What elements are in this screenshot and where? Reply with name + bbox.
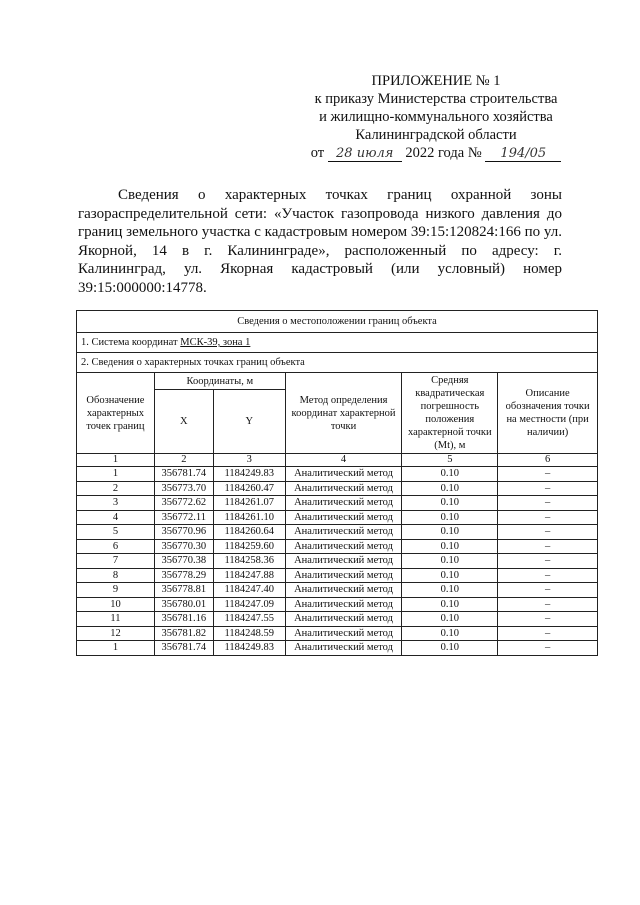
column-number-cell: 2 xyxy=(154,454,213,467)
point-cell: 2 xyxy=(77,481,155,496)
y-cell: 1184261.07 xyxy=(213,496,285,511)
method-cell: Аналитический метод xyxy=(285,597,402,612)
method-cell: Аналитический метод xyxy=(285,554,402,569)
point-cell: 7 xyxy=(77,554,155,569)
coord-system-row xyxy=(77,333,598,353)
error-cell: 0.10 xyxy=(402,539,498,554)
y-cell: 1184258.36 xyxy=(213,554,285,569)
order-date-line xyxy=(300,144,572,162)
description-cell: – xyxy=(498,554,598,569)
x-cell: 356772.11 xyxy=(154,510,213,525)
appendix-title: ПРИЛОЖЕНИЕ № 1 xyxy=(371,73,501,89)
error-cell: 0.10 xyxy=(402,568,498,583)
method-cell: Аналитический метод xyxy=(285,525,402,540)
x-cell: 356781.74 xyxy=(154,467,213,482)
method-cell: Аналитический метод xyxy=(285,583,402,598)
handwritten-order-number: 194/05 xyxy=(485,146,561,162)
table-row xyxy=(77,525,598,540)
point-cell: 3 xyxy=(77,496,155,511)
date-prefix: от xyxy=(310,145,325,161)
y-cell: 1184247.09 xyxy=(213,597,285,612)
table-row xyxy=(77,612,598,627)
order-line-1: к приказу Министерства строительства xyxy=(314,91,558,107)
method-cell: Аналитический метод xyxy=(285,626,402,641)
section2-title: 2. Сведения о характерных точках границ объекта xyxy=(77,353,598,373)
order-line-3: Калининградской области xyxy=(355,127,517,143)
x-cell: 356770.96 xyxy=(154,525,213,540)
method-cell: Аналитический метод xyxy=(285,568,402,583)
x-cell: 356781.16 xyxy=(154,612,213,627)
table-row xyxy=(77,626,598,641)
y-cell: 1184247.88 xyxy=(213,568,285,583)
y-cell: 1184260.64 xyxy=(213,525,285,540)
x-cell: 356773.70 xyxy=(154,481,213,496)
method-cell: Аналитический метод xyxy=(285,481,402,496)
method-cell: Аналитический метод xyxy=(285,467,402,482)
error-cell: 0.10 xyxy=(402,626,498,641)
table-row xyxy=(77,496,598,511)
point-cell: 6 xyxy=(77,539,155,554)
appendix-header xyxy=(300,72,572,162)
error-cell: 0.10 xyxy=(402,467,498,482)
column-number-cell: 6 xyxy=(498,454,598,467)
point-cell: 11 xyxy=(77,612,155,627)
point-cell: 10 xyxy=(77,597,155,612)
table-row xyxy=(77,510,598,525)
point-cell: 4 xyxy=(77,510,155,525)
x-cell: 356770.30 xyxy=(154,539,213,554)
point-cell: 1 xyxy=(77,641,155,656)
y-cell: 1184247.40 xyxy=(213,583,285,598)
boundary-points-table xyxy=(76,310,598,656)
order-line-2: и жилищно-коммунального хозяйства xyxy=(319,109,553,125)
column-number-cell: 3 xyxy=(213,454,285,467)
y-cell: 1184261.10 xyxy=(213,510,285,525)
method-cell: Аналитический метод xyxy=(285,612,402,627)
coord-system-label: 1. Система координат xyxy=(81,337,178,348)
x-cell: 356778.81 xyxy=(154,583,213,598)
point-cell: 1 xyxy=(77,467,155,482)
point-cell: 12 xyxy=(77,626,155,641)
column-numbers-row xyxy=(77,454,598,467)
description-cell: – xyxy=(498,626,598,641)
x-cell: 356780.01 xyxy=(154,597,213,612)
table-row xyxy=(77,539,598,554)
method-cell: Аналитический метод xyxy=(285,496,402,511)
error-cell: 0.10 xyxy=(402,641,498,656)
table-row xyxy=(77,481,598,496)
header-description: Описание обозначения точки на местности (при наличии) xyxy=(498,373,598,454)
y-cell: 1184249.83 xyxy=(213,467,285,482)
x-cell: 356770.38 xyxy=(154,554,213,569)
x-cell: 356781.82 xyxy=(154,626,213,641)
description-cell: – xyxy=(498,583,598,598)
table-row xyxy=(77,641,598,656)
y-cell: 1184249.83 xyxy=(213,641,285,656)
error-cell: 0.10 xyxy=(402,597,498,612)
table-row xyxy=(77,568,598,583)
date-suffix: 2022 года № xyxy=(405,145,482,161)
y-cell: 1184259.60 xyxy=(213,539,285,554)
y-cell: 1184248.59 xyxy=(213,626,285,641)
x-cell: 356772.62 xyxy=(154,496,213,511)
point-cell: 9 xyxy=(77,583,155,598)
error-cell: 0.10 xyxy=(402,583,498,598)
method-cell: Аналитический метод xyxy=(285,510,402,525)
header-x: X xyxy=(154,390,213,454)
error-cell: 0.10 xyxy=(402,481,498,496)
point-cell: 8 xyxy=(77,568,155,583)
x-cell: 356778.29 xyxy=(154,568,213,583)
method-cell: Аналитический метод xyxy=(285,539,402,554)
table-row xyxy=(77,583,598,598)
header-coords: Координаты, м xyxy=(154,373,285,390)
y-cell: 1184260.47 xyxy=(213,481,285,496)
error-cell: 0.10 xyxy=(402,510,498,525)
header-y: Y xyxy=(213,390,285,454)
error-cell: 0.10 xyxy=(402,554,498,569)
description-cell: – xyxy=(498,568,598,583)
error-cell: 0.10 xyxy=(402,612,498,627)
table-row xyxy=(77,597,598,612)
handwritten-date: 28 июля xyxy=(328,146,402,162)
header-method: Метод определения координат характерной точки xyxy=(285,373,402,454)
table-row xyxy=(77,554,598,569)
description-cell: – xyxy=(498,612,598,627)
description-cell: – xyxy=(498,525,598,540)
header-point: Обозначение характерных точек границ xyxy=(77,373,155,454)
header-error: Средняя квадратическая погрешность положения характерной точки (Mt), м xyxy=(402,373,498,454)
error-cell: 0.10 xyxy=(402,525,498,540)
column-number-cell: 5 xyxy=(402,454,498,467)
description-cell: – xyxy=(498,597,598,612)
table-row xyxy=(77,467,598,482)
description-cell: – xyxy=(498,641,598,656)
method-cell: Аналитический метод xyxy=(285,641,402,656)
error-cell: 0.10 xyxy=(402,496,498,511)
coord-system-value: МСК-39, зона 1 xyxy=(180,337,251,348)
description-cell: – xyxy=(498,510,598,525)
description-cell: – xyxy=(498,496,598,511)
column-number-cell: 4 xyxy=(285,454,402,467)
description-cell: – xyxy=(498,539,598,554)
table-title: Сведения о местоположении границ объекта xyxy=(77,311,598,333)
column-number-cell: 1 xyxy=(77,454,155,467)
y-cell: 1184247.55 xyxy=(213,612,285,627)
intro-paragraph: Сведения о характерных точках границ охранной зоны газораспределительной сети: «Участок газопровода низкого давления до границ земельного участка с кадастровым номером 39:15:120824:166 по ул. Якорной, 14 в г. Калининграде», расположенный по адресу: г. Калининград, ул. Якорная кадастровый (или условный) номер 39:15:000000:14778. xyxy=(78,187,562,296)
description-cell: – xyxy=(498,467,598,482)
x-cell: 356781.74 xyxy=(154,641,213,656)
description-cell: – xyxy=(498,481,598,496)
point-cell: 5 xyxy=(77,525,155,540)
